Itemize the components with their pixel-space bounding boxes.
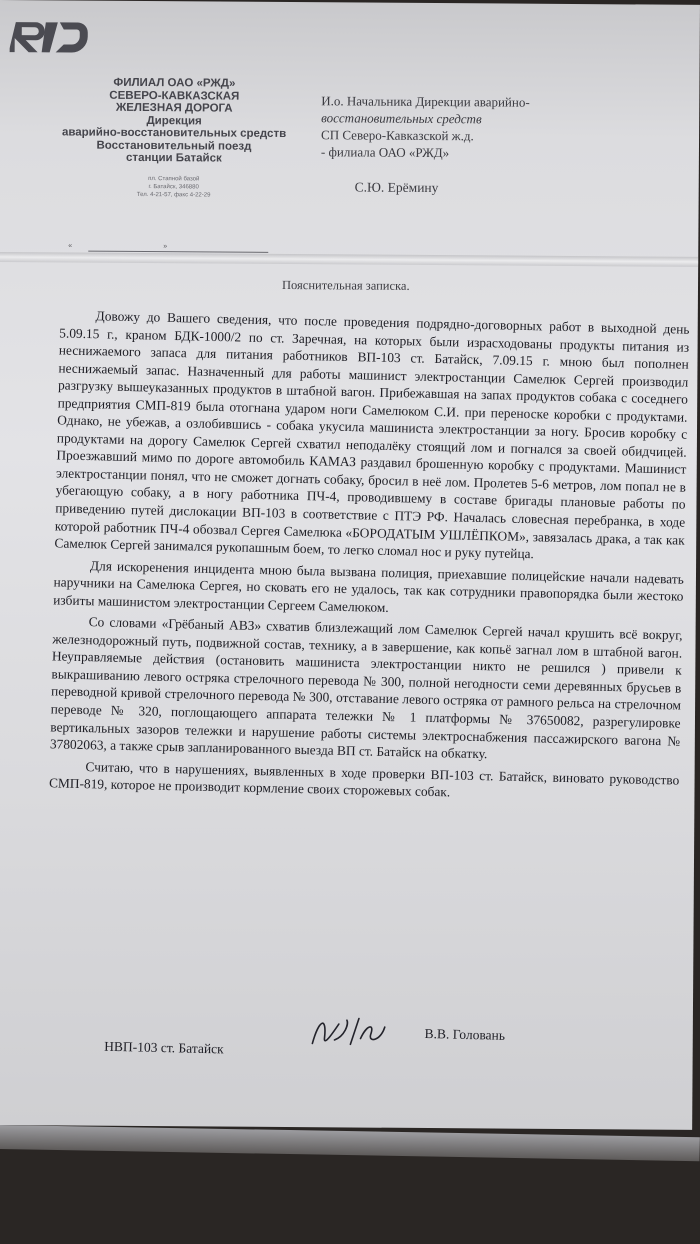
signer-position: НВП-103 ст. Батайск	[104, 1038, 224, 1057]
body-paragraph: Для искоренения инцидента мною была вызвана полиция, приехавшие полицейские начали надевать наручники на Самелюка Сергея, но сковать его не удалось, так как сотрудники правопорядка были жестоко избиты машинистом электростанции Сергеем Самелюком.	[53, 557, 685, 615]
letterhead-line: Восстановительный поезд	[96, 139, 252, 153]
recipient-line: И.о. Начальника Дирекции аварийно-	[321, 93, 530, 110]
letterhead-line: аварийно-восстановительных средств	[61, 126, 287, 141]
handwritten-signature-icon	[304, 1009, 395, 1061]
signer-name: В.В. Головань	[424, 1026, 506, 1043]
recipient-name: С.Ю. Ерёмину	[354, 179, 439, 196]
letterhead-line: станции Батайск	[126, 151, 222, 165]
rzd-logo	[10, 14, 90, 55]
letterhead-line: ЖЕЛЕЗНАЯ ДОРОГА	[115, 101, 233, 115]
letterhead-line: СЕВЕРО-КАВКАЗСКАЯ	[109, 89, 240, 103]
letterhead-address: Тел. 4-21-57, факс 4-22-29	[136, 191, 211, 198]
recipient-block	[321, 92, 682, 198]
letterhead-line: Дирекция	[146, 114, 202, 127]
recipient-line: СП Северо-Кавказской ж.д.	[321, 127, 474, 144]
body-paragraph: Со словами «Грёбаный АВЗ» схватив близлежащий лом Самелюк Сергей начал крушить всё вокруг, железнодорожный путь, подвижной состав, технику, а в завершение, как копьё загнал лом в штабной вагон. Неуправляемые действия (остановить машиниста электростанции никто не решился ) привели к выкрашиванию левого остряка стрелочного перевода № 300, полной негодности семи деревянных брусьев в переводной кривой стрелочного перевода № 300, отставание левого остряка от рамного рельса на стрелочном переводе № 320, поглощающего аппарата тележки № 1 платформы № 37650082, разрегулировке вертикальных зазоров тележки и нарушение работы системы электроснабжения пассажирского вагона № 37802063, а также срыв запланированного выезда ВП ст. Батайск на обкатку.	[49, 614, 683, 762]
reference-open-quote: «	[68, 242, 73, 250]
letterhead-address: г. Батайск, 346880	[148, 183, 199, 190]
reference-close-quote: »	[163, 243, 168, 251]
recipient-line: - филиала ОАО «РЖД»	[320, 144, 450, 161]
paper-edge	[0, 1125, 700, 1161]
document-title: Пояснительная записка.	[281, 277, 410, 293]
paper-fold	[0, 252, 698, 267]
body-paragraph: Считаю, что в нарушениях, выявленных в ходе проверки ВП-103 ст. Батайск, виновато руководство СМП-819, которое не производит кормление своих сторожевых собак.	[48, 758, 680, 800]
signature-row	[104, 1019, 665, 1082]
document-body	[49, 306, 690, 806]
letterhead	[29, 76, 320, 200]
letterhead-line: ФИЛИАЛ ОАО «РЖД»	[113, 76, 236, 90]
recipient-line: восстановительных средств	[321, 110, 482, 127]
body-paragraph: Довожу до Вашего сведения, что после проведения подрядно-договорных работ в выходной день 5.09.15 г., краном БДК-1000/2 по ст. Заречная, на которых были израсходованы продукты питания из неснижаемого запаса для питания работников ВП-103 ст. Батайск, 7.09.15 г. мною был пополнен неснижаемый запас. Назначенный для работы машинист электростанции Самелюк Сергей производил разгрузку вышеуказанных продуктов в штабной вагон. Прибежавшая на запах продуктов собака с соседнего предприятия СМП-819 была отогнана ударом ноги Самелюком С.И. при переноске коробки с продуктами. Однако, не убежав, а озлобившись - собака укусила машиниста электростанции за ногу. Бросив коробку с продуктами на дорогу Самелюк Сергей схватил неподалёку стоящий лом и погнался за своей обидчицей. Проезжавший мимо по дороге автомобиль КАМАЗ раздавил брошенную коробку с продуктами. Машинист электростанции понял, что не сможет догнать собаку, бросил в неё лом. Пролетев 5-6 метров, лом попал не в убегающую собаку, а в ногу работника ПЧ-4, проводившему в составе бригады плановые работы по приведению путей дислокации ВП-103 в соответствие с ПТЭ РФ. Началась словесная перебранка, в ходе которой работник ПЧ-4 обозвал Сергея Самелюка «БОРОДАТЫМ УШЛЁПКОМ», завязалась драка, а так как Самелюк Сергей занимался рукопашным боем, то легко сломал нос и руку путейца.	[54, 308, 690, 562]
letterhead-address: пл. Стапной базой	[148, 175, 200, 182]
